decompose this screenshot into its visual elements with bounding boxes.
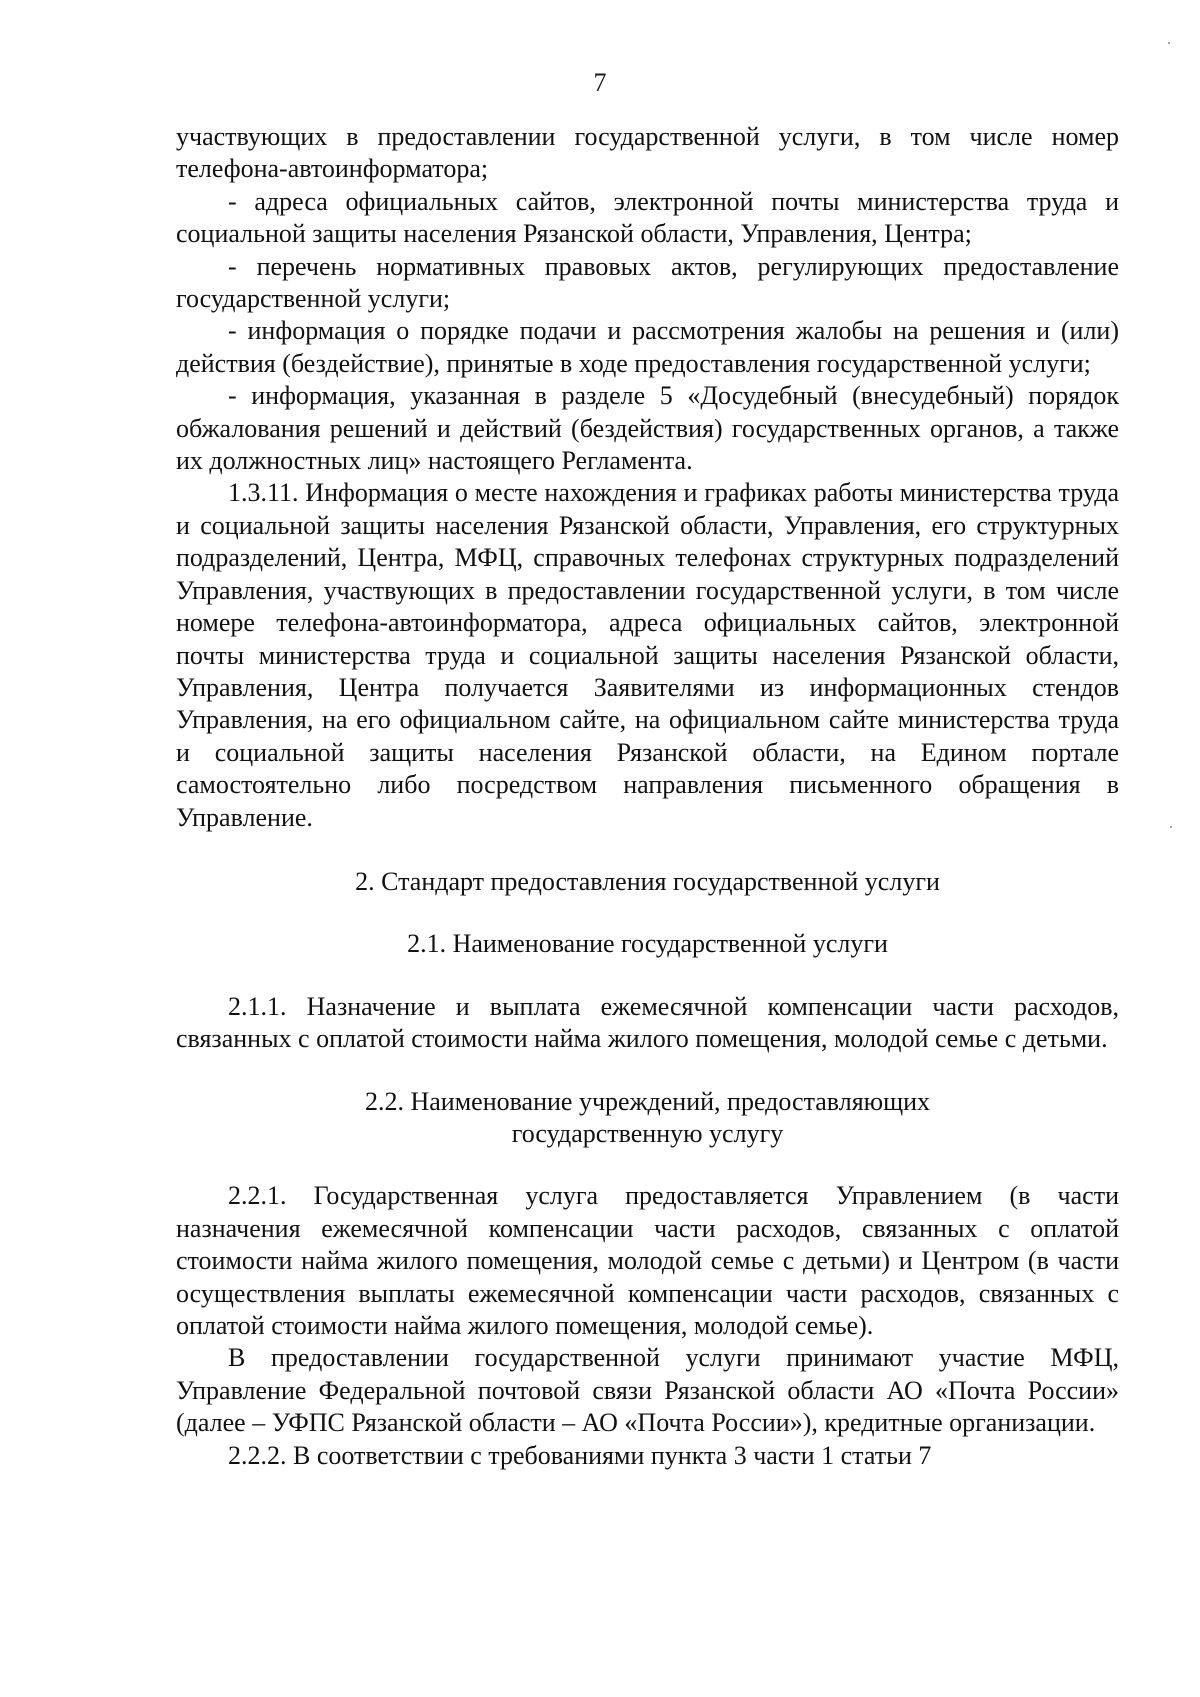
section-2-1-heading: 2.1. Наименование государственной услуги bbox=[407, 929, 888, 959]
scan-speck bbox=[1168, 42, 1170, 44]
list-item: - адреса официальных сайтов, электронной почты министерства труда и социальной защиты населения Рязанской области, Управления, Центра; bbox=[176, 186, 1119, 249]
paragraph-2-1-1: 2.1.1. Назначение и выплата ежемесячной компенсации части расходов, связанных с оплатой стоимости найма жилого помещения, молодой семье с детьми. bbox=[176, 991, 1119, 1054]
page-number: 7 bbox=[593, 68, 607, 97]
spacer bbox=[176, 1150, 1119, 1180]
list-item: - информация, указанная в разделе 5 «Досудебный (внесудебный) порядок обжалования решений и действий (бездействия) государственных органов, а также их должностных лиц» настоящего Регламента. bbox=[176, 381, 1119, 476]
paragraph-1-3-11: 1.3.11. Информация о месте нахождения и графиках работы министерства труда и социальной защиты населения Рязанской области, Управления, его структурных подразделений, Центра, МФЦ, справочных телефонах структурных подразделений Управления, участвующих в предоставлении государственной услуги, в том числе номере телефона-автоинформатора, адреса официальных сайтов, электронной почты министерства труда и социальной защиты населения Рязанской области, Управления, Центра получается Заявителями из информационных стендов Управления, на его официальном сайте, на официальном сайте министерства труда и социальной защиты населения Рязанской области, на Едином портале самостоятельно либо посредством направления письменного обращения в Управление. bbox=[176, 478, 1119, 832]
spacer bbox=[176, 1056, 1119, 1086]
section-2-2-heading-line2: государственную услугу bbox=[511, 1118, 784, 1148]
paragraph-2-2-2: 2.2.2. В соответствии с требованиями пункта 3 части 1 статьи 7 bbox=[228, 1440, 932, 1470]
list-item: - перечень нормативных правовых актов, регулирующих предоставление государственной услуги; bbox=[176, 251, 1119, 314]
paragraph-2-2-1: 2.2.1. Государственная услуга предоставляется Управлением (в части назначения ежемесячной компенсации части расходов, связанных с оплатой стоимости найма жилого помещения, молодой семье с детьми) и Центром (в части осуществления выплаты ежемесячной компенсации части расходов, связанных с оплатой стоимости найма жилого помещения, молодой семье). bbox=[176, 1181, 1119, 1340]
scan-speck bbox=[1170, 826, 1172, 828]
spacer bbox=[176, 961, 1119, 991]
document-body bbox=[176, 121, 1119, 1472]
paragraph-participants: В предоставлении государственной услуги принимают участие МФЦ, Управление Федеральной почтовой связи Рязанской области АО «Почта России» (далее – УФПС Рязанской области – АО «Почта России»), кредитные организации. bbox=[176, 1343, 1119, 1438]
spacer bbox=[176, 898, 1119, 928]
spacer bbox=[176, 834, 1119, 866]
section-2-2-heading-line1: 2.2. Наименование учреждений, предоставляющих bbox=[364, 1086, 931, 1116]
list-item: - информация о порядке подачи и рассмотрения жалобы на решения и (или) действия (бездействие), принятые в ходе предоставления государственной услуги; bbox=[176, 316, 1119, 378]
paragraph: участвующих в предоставлении государственной услуги, в том числе номер телефона-автоинформатора; bbox=[176, 122, 1119, 184]
section-2-heading: 2. Стандарт предоставления государственной услуги bbox=[355, 866, 940, 896]
